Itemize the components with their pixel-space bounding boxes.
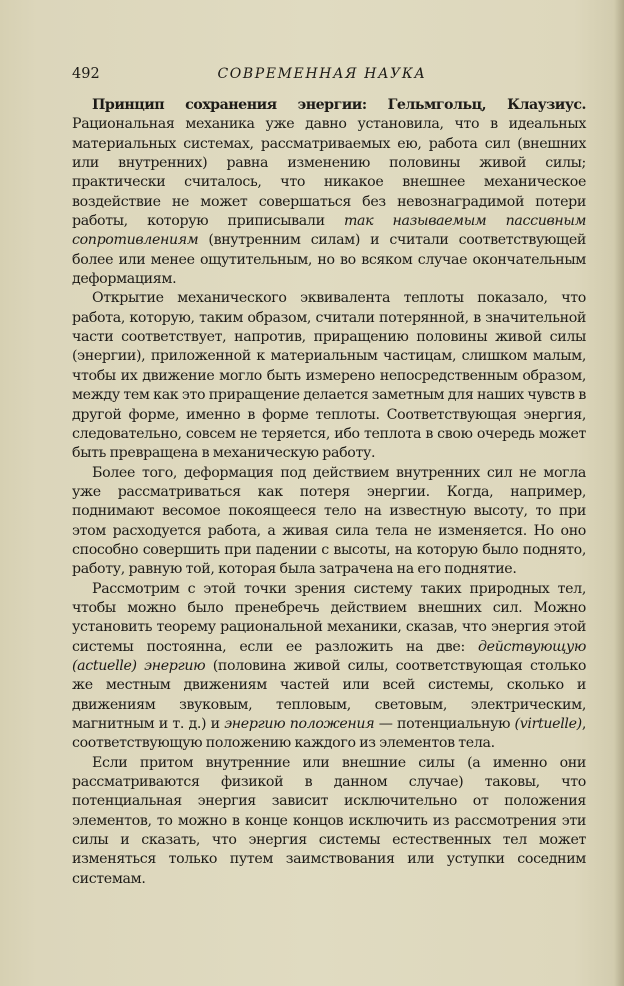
paragraph-1-italic-1: так называемым пассивным сопротивлениям xyxy=(72,213,586,249)
paragraph-2-text-1: Открытие механического эквивалента теплоты показало, что работа, которую, таким образом, считали потерянной, в значительной части соответствует, напротив, приращению половины живой силы (энергии), приложенной к материальным частицам, слишком малым, чтобы их движение могло быть измерено непосредственным образом, между тем как это приращение делается заметным для наших чувств в другой форме, именно в форме теплоты. Соответствующая энергия, следовательно, совсем не теряется, ибо теплота в свою очередь может быть превращена в механическую работу. xyxy=(72,290,586,462)
paragraph-4-text-4: , соответствующую положению каждого из элементов тела. xyxy=(72,716,586,752)
page-number: 492 xyxy=(72,66,100,82)
paragraph-5 xyxy=(72,754,586,889)
running-title: СОВРЕМЕННАЯ НАУКА xyxy=(217,66,427,82)
paragraph-1-text-2: (внутренним силам) и считали соответствующей более или менее ощутительным, но во всяком случае окончательным деформациям. xyxy=(72,232,586,288)
paragraph-4-italic-1: действующую (actuelle) энергию xyxy=(72,638,586,674)
page-edge-shadow xyxy=(614,0,624,986)
paragraph-4-text-3: — потенциальную xyxy=(374,716,515,732)
paragraph-2 xyxy=(72,289,586,463)
paragraph-4 xyxy=(72,580,586,754)
section-heading: Принцип сохранения энергии: Гельмгольц, Клаузиус. xyxy=(92,97,586,113)
paragraph-5-text-1: Если притом внутренние или внешние силы (а именно они рассматриваются физикой в данном случае) таковы, что потенциальная энергия зависит исключительно от положения элементов, то можно в конце концов исключить из рассмотрения эти силы и сказать, что энергия системы естественных тел может изменяться только путем заимствования или уступки соседним системам. xyxy=(72,754,586,887)
body-text xyxy=(72,96,586,889)
paragraph-4-italic-2: энергию положения xyxy=(224,716,375,732)
paragraph-4-text-1: Рассмотрим с этой точки зрения систему таких природных тел, чтобы можно было пренебречь действием внешних сил. Можно установить теорему рациональной механики, сказав, что энергия этой системы постоянна, если ее разложить на две: xyxy=(72,580,586,655)
paragraph-3 xyxy=(72,464,586,580)
paragraph-1-text-1: Рациональная механика уже давно установила, что в идеальных материальных системах, рассматриваемых ею, работа сил (внешних или внутренних) равна изменению половины живой силы; практически считалось, что никакое внешнее механическое воздействие не может совершаться без невознаградимой потери работы, которую приписывали xyxy=(72,116,586,230)
paragraph-4-italic-3: (virtuelle) xyxy=(514,716,582,732)
paragraph-3-text-1: Более того, деформация под действием внутренних сил не могла уже рассматриваться как потеря энергии. Когда, например, поднимают весомое покоящееся тело на известную высоту, то при этом расходуется работа, а живая сила тела не изменяется. Но оно способно совершить при падении с высоты, на которую было поднято, работу, равную той, которая была затрачена на его поднятие. xyxy=(72,464,586,578)
paragraph-1 xyxy=(72,96,586,289)
page-header xyxy=(72,66,572,88)
paragraph-4-text-2: (половина живой силы, соответствующая столько же местным движениям частей или всей системы, сколько и движениям звуковым, тепловым, световым, электрическим, магнитным и т. д.) и xyxy=(72,657,587,732)
